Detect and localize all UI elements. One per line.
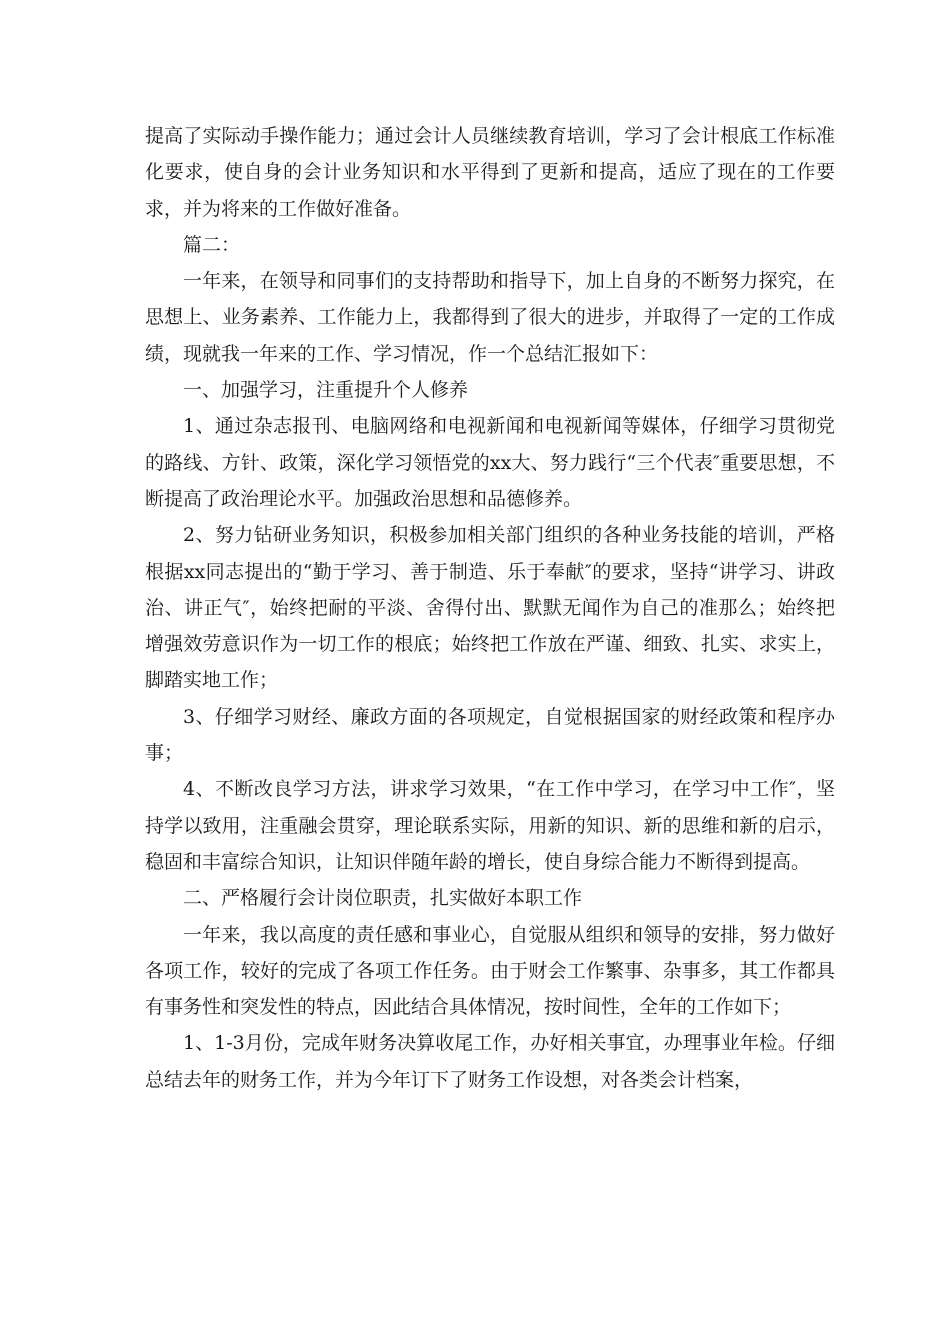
paragraph: 2、努力钻研业务知识，积极参加相关部门组织的各种业务技能的培训，严格根据xx同志提出的“勤于学习、善于制造、乐于奉献″的要求，坚持“讲学习、讲政治、讲正气″，始终把耐的平淡、舍得付出、默默无闻作为自己的准那么；始终把增强效劳意识作为一切工作的根底；始终把工作放在严谨、细致、扎实、求实上，脚踏实地工作； xyxy=(145,524,835,692)
paragraph: 4、不断改良学习方法，讲求学习效果，“在工作中学习，在学习中工作″，坚持学以致用，注重融会贯穿，理论联系实际，用新的知识、新的思维和新的启示，稳固和丰富综合知识，让知识伴随年龄的增长，使自身综合能力不断得到提高。 xyxy=(145,778,835,873)
paragraph: 1、1-3月份，完成年财务决算收尾工作，办好相关事宜，办理事业年检。仔细总结去年的财务工作，并为今年订下了财务工作设想，对各类会计档案， xyxy=(145,1032,835,1091)
section-heading: 一、加强学习，注重提升个人修养 xyxy=(183,379,469,402)
section-heading: 二、严格履行会计岗位职责，扎实做好本职工作 xyxy=(183,887,583,910)
paragraph: 1、通过杂志报刊、电脑网络和电视新闻和电视新闻等媒体，仔细学习贯彻党的路线、方针、政策，深化学习领悟党的xx大、努力践行“三个代表″重要思想，不断提高了政治理论水平。加强政治思想和品德修养。 xyxy=(145,415,835,510)
paragraph: 一年来，在领导和同事们的支持帮助和指导下，加上自身的不断努力探究，在思想上、业务素养、工作能力上，我都得到了很大的进步，并取得了一定的工作成绩，现就我一年来的工作、学习情况，作一个总结汇报如下： xyxy=(145,270,835,365)
section-heading: 篇二： xyxy=(183,233,241,256)
document-body xyxy=(145,118,835,1098)
paragraph: 3、仔细学习财经、廉政方面的各项规定，自觉根据国家的财经政策和程序办事； xyxy=(145,705,835,765)
paragraph: 一年来，我以高度的责任感和事业心，自觉服从组织和领导的安排，努力做好各项工作，较好的完成了各项工作任务。由于财会工作繁事、杂事多，其工作都具有事务性和突发性的特点，因此结合具体情况，按时间性，全年的工作如下； xyxy=(145,923,835,1019)
paragraph: 提高了实际动手操作能力；通过会计人员继续教育培训，学习了会计根底工作标准化要求，使自身的会计业务知识和水平得到了更新和提高，适应了现在的工作要求，并为将来的工作做好准备。 xyxy=(145,125,835,220)
